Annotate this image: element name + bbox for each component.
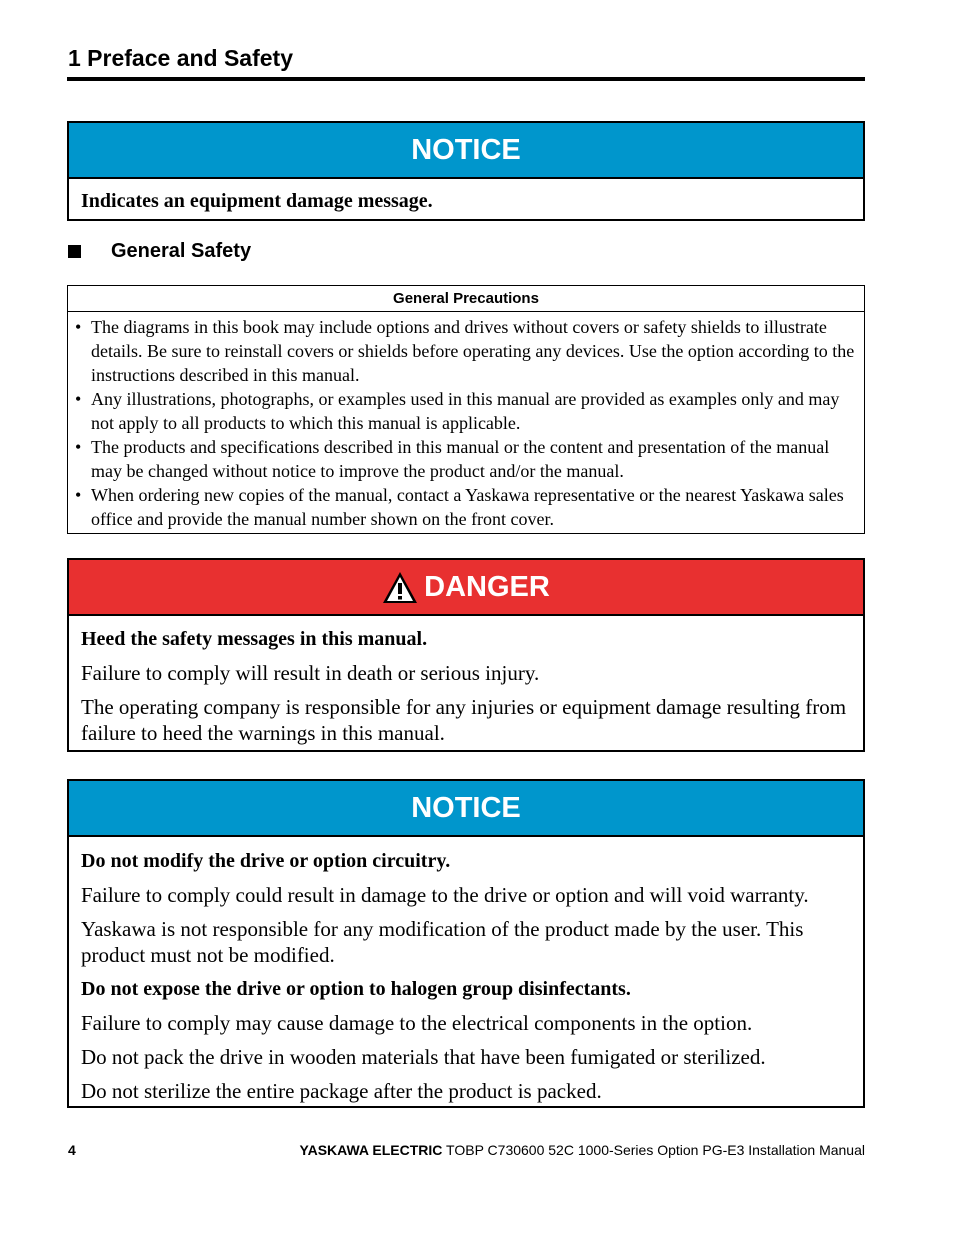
- notice-text: Failure to comply could result in damage to the drive or option and will void warranty.: [81, 883, 809, 907]
- warning-triangle-icon: [382, 571, 418, 604]
- notice-text: Indicates an equipment damage message.: [81, 190, 433, 212]
- notice-text-bold: Do not modify the drive or option circuitry.: [81, 850, 451, 872]
- notice-heading: NOTICE: [69, 123, 863, 179]
- notice-text: Failure to comply may cause damage to the electrical components in the option.: [81, 1011, 753, 1035]
- chapter-title: 1 Preface and Safety: [68, 45, 294, 71]
- notice-text: Yaskawa is not responsible for any modification of the product made by the user. This product must not be modified.: [81, 917, 804, 967]
- precautions-table: [67, 285, 865, 534]
- notice-text: Do not sterilize the entire package after the product is packed.: [81, 1079, 602, 1103]
- square-bullet-icon: [68, 245, 81, 258]
- list-item: • Any illustrations, photographs, or examples used in this manual are provided as examples only and may not apply to all products to which this manual is applicable.: [75, 387, 856, 435]
- list-item: • When ordering new copies of the manual, contact a Yaskawa representative or the nearest Yaskawa sales office and provide the manual number shown on the front cover.: [75, 483, 856, 531]
- notice-heading: NOTICE: [69, 781, 863, 837]
- notice-box: [67, 121, 865, 221]
- danger-box: [67, 558, 865, 752]
- danger-heading: DANGER: [424, 570, 550, 603]
- danger-text-bold: Heed the safety messages in this manual.: [81, 628, 428, 650]
- notice-box: [67, 779, 865, 1108]
- footer-brand: YASKAWA ELECTRIC: [299, 1142, 443, 1158]
- danger-body: [69, 616, 863, 762]
- list-item: • The products and specifications described in this manual or the content and presentation of the manual may be changed without notice to improve the product and/or the manual.: [75, 435, 856, 483]
- footer-manual: TOBP C730600 52C 1000-Series Option PG-E3 Installation Manual: [442, 1142, 865, 1158]
- notice-body: [69, 179, 863, 230]
- notice-body: [69, 837, 863, 1120]
- chapter-header: [67, 44, 865, 81]
- page-number: 4: [68, 1142, 76, 1158]
- precautions-list: [68, 312, 864, 531]
- section-heading: [67, 238, 251, 264]
- danger-text: Failure to comply will result in death or serious injury.: [81, 661, 540, 685]
- page-footer: [67, 1142, 865, 1162]
- danger-header: [69, 560, 863, 616]
- precautions-heading: General Precautions: [68, 286, 864, 312]
- footer-manual-title: [300, 1142, 865, 1158]
- notice-text: Do not pack the drive in wooden materials that have been fumigated or sterilized.: [81, 1045, 766, 1069]
- list-item: • The diagrams in this book may include options and drives without covers or safety shields to illustrate details. Be sure to reinstall covers or shields before operating any devices. Use the option according to the instructions described in this manual.: [75, 315, 856, 387]
- danger-text: The operating company is responsible for any injuries or equipment damage resulting from failure to heed the warnings in this manual.: [81, 695, 847, 745]
- section-heading-text: General Safety: [111, 239, 252, 262]
- notice-text-bold: Do not expose the drive or option to halogen group disinfectants.: [81, 978, 631, 1000]
